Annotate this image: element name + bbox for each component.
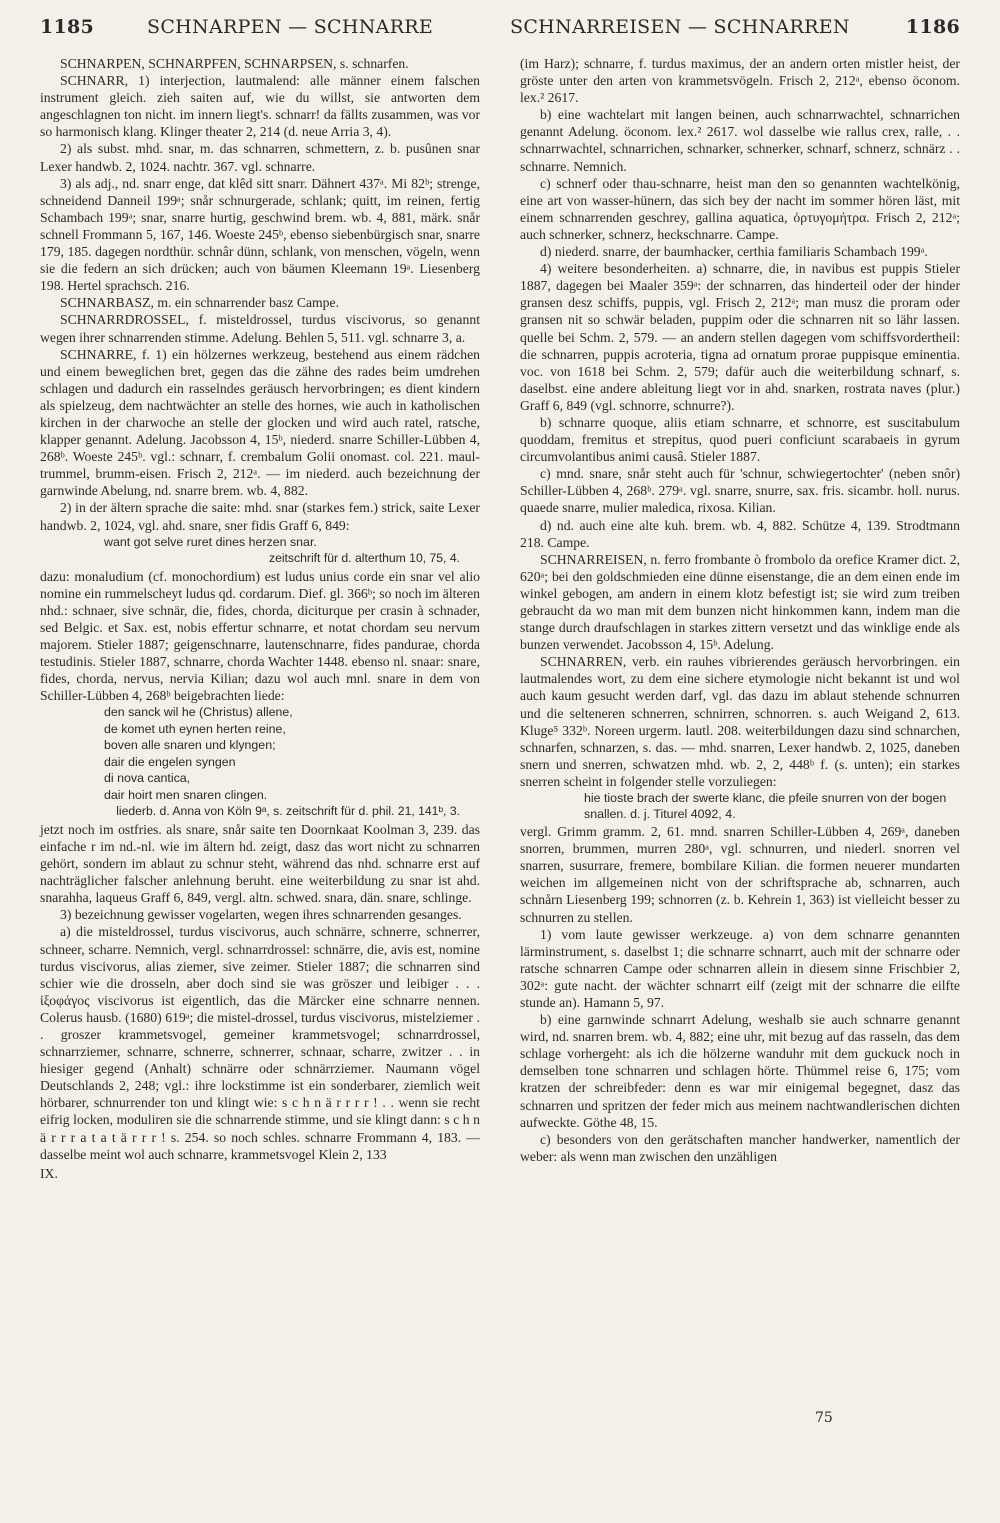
quote-line: boven alle snaren und klyngen; [104,738,276,753]
entry-schnarre-4d: d) nd. auch eine alte kuh. brem. wb. 4, 882. Schütze 4, 139. Strodtmann 218. Campe. [520,517,960,550]
entry-schnarre-2-ostfries: jetzt noch im ostfries. als snare, snår saite ten Doornkaat Koolman 3, 239. das einfache r im nd.-nl. wie im ältern hd. zeigt, dasz das wort nicht zu schnarren gehört, sondern im ablaut zu schnur steht, während das nhd. schnarre erst auf nachträglicher falscher anlehnung beruht. eine weiterbildung zu snar ist ahd. snarahha, laqueus Graff 6, 849, vergl. altn. schwed. snara, dän. snare, schlinge. [40,821,480,906]
entry-schnarr-1: SCHNARR, 1) interjection, lautmalend: alle männer einem falschen instrument gleich. zieh saiten auf, wie du willst, sie antworten dem angeschlagnen ton nicht. im innern liegt's. schnarr! da fällts zusammen, was vor so harmonisch klang. Klinger theater 2, 214 (d. neue Arria 3, 4). [40,73,480,140]
left-running-title: SCHNARPEN — SCHNARRE [147,16,434,38]
entry-schnarr-2: 2) als subst. mhd. snar, m. das schnarren, schmettern, z. b. pusûnen snar Lexer handwb. 2, 1024. nachtr. 367. vgl. schnarre. [40,141,480,174]
entry-schnarre-2-cont: dazu: monaludium (cf. monochordium) est ludus unius corde ein snar vel alio nomine ein rummelscheyt ludus qd. cordarum. Dief. gl. 366ᵇ; so noch im älteren nhd.: schnaer, sive schnär, die, fides, chorda, diciturque per crasin à schnader, sed Belgic. et Sax. est, nobis effertur schnarre, et notat chordam seu nervum majorem. Stieler 1887; geigenschnarre, lautenschnarre, fides pandurae, chorda testudinis. Stieler 1887, schnarre, chorda Wachter 1448. ebenso nl. snaar: snare, fides, chorda, nervus, nervia Kilian; dazu wol auch mnl. snare in dem von Schiller-Lübben 4, 268ᵇ beigebrachten liede: [40,568,480,704]
right-running-title: SCHNARREISEN — SCHNARREN [510,16,850,38]
entry-schnarre-4c: c) mnd. snare, snår steht auch für 'schnur, schwiegertochter' (neben snôr) Schiller-Lübben 4, 268ᵇ. 279ᵃ. vgl. snarre, snurre, sax. fris. sicambr. holl. nurus. quaede snarre, mulier maledica, rixosa. Kilian. [520,466,960,516]
entry-schnarren-1b: b) eine garnwinde schnarrt Adelung, weshalb sie auch schnarre genannt wird, nd. snarren brem. wb. 4, 882; eine uhr, mit bezug auf das rasseln, das dem schlage vorhergeht: als ich die hölzerne wanduhr mit dem guckuck noch in demselben tone schnarren und schlagen hörte. Thümmel reise 6, 175; vom kratzen der schreibfeder: denn es war mir einigemal begegnet, dasz das schnarren und spritzen der feder mich aus meinem nachtwandlerischen dichten aufweckte. Göthe 48, 15. [520,1012,960,1130]
quote-source: zeitschrift für d. alterthum 10, 75, 4. [268,551,460,566]
left-column [40,55,480,1182]
sheet-signature: IX. [40,1165,58,1181]
entry-schnarre-3d: d) niederd. snarre, der baumhacker, certhia familiaris Schambach 199ᵃ. [540,244,928,260]
quote-line: hie tioste brach der swerte klanc, die pfeile snurren von der bogen snallen. d. j. Titurel 4092, 4. [584,791,947,821]
page-footer-number: 75 [815,1410,833,1426]
entry-schnarre-3b: b) eine wachtelart mit langen beinen, auch schnarrwachtel, schnarrichen genannt Adelung. öconom. lex.² 2617. wol dasselbe wie rallus crex, ralle, . . schnarrwachtel, schnarrichen, schnarker, schnerker, schnarf, schnerz, schnärz . . schnarre. Nemnich. [520,107,960,174]
quote-source: liederb. d. Anna von Köln 9ᵃ, s. zeitschrift für d. phil. 21, 141ᵇ, 3. [116,804,460,819]
quote-line: den sanck wil he (Christus) allene, [104,705,293,720]
entry-schnarpen: SCHNARPEN, SCHNARPFEN, SCHNARPSEN, s. schnarfen. [60,56,409,71]
entry-schnarre-1: SCHNARRE, f. 1) ein hölzernes werkzeug, bestehend aus einem rädchen und einem beweglichen bret, gegen das die zähne des rades beim umdrehen schlagen und dadurch ein rasselndes geräusch hervorbringen; es dient kindern als spielzeug, dem nachtwächter an stelle des hornes, wie auch in katholischen kirchen in der charwoche an stelle der glocken und wird auch ratel, ratsche, klapper genannt. Adelung. Jacobsson 4, 15ᵇ, niederd. snarre Schiller-Lübben 4, 268ᵇ. Woeste 245ᵇ. vgl.: schnarr, f. crembalum Golii onomast. col. 221. maul-trummel, brumm-eisen. Frisch 2, 212ᵃ. — im niederd. auch bezeichnung der garnwinde Abelung, nd. snarre brem. wb. 4, 882. [40,346,480,499]
entry-schnarre-4b: b) schnarre quoque, aliis etiam schnarre, et schnorre, est suscitabulum quoddam, fremitus et strepitus, quod pueri conficiunt scarabaeis in gyrum circumvolantibus animi causâ. Stieler 1887. [520,414,960,465]
quote-line: dair die engelen syngen [104,754,236,769]
entry-schnarre-3: 3) bezeichnung gewisser vogelarten, wegen ihres schnarrenden gesanges. [60,907,462,923]
quote-line: dair hoirt men snaren clingen. [104,787,268,802]
entry-schnarrbasz: SCHNARBASZ, m. ein schnarrender basz Campe. [60,295,340,311]
entry-schnarre-3a: a) die misteldrossel, turdus viscivorus, auch schnärre, schnerre, schnerrer, schneer, scharre. Nemnich, vergl. schnarrdrossel: schnärre, die, avis est, nomine turdus viscivorus, alias ziemer, sive zeimer. Stieler 1887; die schnarren sind schier wie die drosseln, aber doch sind sie was gröszer und leibiger . . . ἰξοφάγος viscivorus ist eigentlich, das die Märcker eine schnarre nennen. Colerus hausb. (1680) 619ᵃ; die mistel-drossel, turdus viscivorus, mistelziemer . . groszer krammetsvogel, gemeiner krammetsvogel; schnarrdrossel, schnarrziemer, schnarre, schnerre, schnerrer, schnaar, scharre, zwitzer . . in hiesiger gegend (Anhalt) schnärre oder schnärrziemer. Naumann vögel Deutschlands 2, 248; vgl.: ihre lockstimme ist ein sonderbarer, ziemlich weit hörbarer, schnurrender ton und klingt wie: s c h n ä r r r r ! . . wenn sie recht eifrig locken, moduliren sie die schnarrende stimme, und sie klingt dann: s c h n ä r r r a t a t ä r r r ! s. 254. so noch schles. schnarre Frommann 4, 183. — dasselbe meint wol auch schnarre, krammetsvogel Klein 2, 133 [40,924,480,1162]
right-column [520,55,960,1165]
entry-schnarren-1c: c) besonders von den gerätschaften mancher handwerker, namentlich der weber: als wenn man zwischen den unzähligen [520,1131,960,1164]
entry-schnarr-3: 3) als adj., nd. snarr enge, dat klêd sitt snarr. Dähnert 437ᵃ. Mi 82ᵇ; strenge, schneidend Danneil 199ᵃ; snår schnurgerade, schlank; quitt, im reinen, fertig Schambach 199ᵃ; snar, snarre hurtig, geschwind brem. wb. 4, 881, märk. snår schnell Frommann 5, 167, 146. Woeste 245ᵇ, ebenso siebenbürgisch snar, snarre 179, 185. dagegen nordthür. schnâr dünn, schlank, von menschen, vögeln, wenn sie die federn an sich drücken; auch von bäumen Kleemann 19ᵃ. Liesenberg 198. Hertel sprachsch. 216. [40,175,480,294]
entry-schnarren-cont: vergl. Grimm gramm. 2, 61. mnd. snarren Schiller-Lübben 4, 269ᵃ, daneben snorren, brummen, murren 280ᵃ, vgl. schnurren, und niederl. snorren vel snarren, susurrare, fremere, bombilare Kilian. die formen neuerer mundarten weichen im allgemeinen nicht von der schriftsprache ab, schnarren, auch schnårn Liesenberg 199; schnorren (z. b. Kehrein 1, 363) ist vielleicht besser zu schnurren zu stellen. [520,824,960,925]
right-page-number: 1186 [905,16,960,38]
left-page-number: 1185 [40,16,95,38]
entry-schnarrdrossel: SCHNARRDROSSEL, f. misteldrossel, turdus viscivorus, so genannt wegen ihrer schnarrenden stimme. Adelung. Behlen 5, 511. vgl. schnarre 3, a. [40,312,480,345]
entry-schnarreisen: SCHNARREISEN, n. ferro frombante ò frombolo da orefice Kramer dict. 2, 620ᵃ; bei den goldschmieden eine dünne eisenstange, die an dem einen ende im winkel gebogen, am andern in einem klotz befestigt ist; sie wird zum treiben gebraucht da wo man mit dem bunzen nicht hinkommen kann, indem man die stange durch draufschlagen in starkes zittern versetzt und das winklige ende als bunzen verwendet. Jacobsson 4, 15ᵇ. Adelung. [520,551,960,653]
entry-schnarre-3c: c) schnerf oder thau-schnarre, heist man den so genannten wachtelkönig, eine art von wasser-hünern, das sich bey der nacht im sommer hören läst, mit einem schnarrenden geschrey, gallina aquatica, ὀρτυγομήτρα. Frisch 2, 212ᵃ; auch schnerker, schnerz, heckschnarre. Campe. [520,175,960,242]
quote-line: want got selve ruret dines herzen snar. [104,534,317,549]
entry-schnarre-4a: 4) weitere besonderheiten. a) schnarre, die, in navibus est puppis Stieler 1887, dagegen bei Maaler 359ᵃ: der schnarren, das hinderteil oder der hinder gransen desz schiffs, puppis, vgl. Frisch 2, 212ᵃ; man musz die proram oder gransen nit so schwär beladen, puppim oder die schnarren nit so lähr lassen. quelle bei Schm. 2, 579. — an andern stellen dagegen vom schiffsvordertheil: die schnarren, puppis acroteria, tigna ad ornatum prorae puppisque eminentia. voc. von 1618 bei Schm. 2, 579; dafür auch die weiterbildung schnarf, s. daselbst. eine andere ableitung liegt vor in ahd. snarken, rostrata naves (plur.) Graff 6, 849 (vgl. schnorre, schnurre?). [520,261,960,413]
quote-line: di nova cantica, [104,771,191,786]
entry-schnarre-2: 2) in der ältern sprache die saite: mhd. snar (starkes fem.) strick, saite Lexer handwb. 2, 1024, vgl. ahd. snare, sner fidis Graff 6, 849: [40,500,480,533]
entry-schnarre-3a-cont: (im Harz); schnarre, f. turdus maximus, der an andern orten mistler heist, der gröste unter den arten von krammetsvögeln. Frisch 2, 212ᵃ, ebenso öconom. lex.² 2617. [520,56,960,106]
entry-schnarren-1a: 1) vom laute gewisser werkzeuge. a) von dem schnarre genannten lärminstrument, s. daselbst 1; die schnarre schnarrt, auch mit der schnarre oder ratsche schnarren Campe oder schnarren allein in diesem sinne Frischbier 2, 302ᵃ: gute nacht. der wächter schnarrt eilf (zeigt mit der schnarre die eilfte stunde an). Hamann 5, 97. [520,926,960,1010]
quote-line: de komet uth eynen herten reine, [104,721,286,736]
entry-schnarren: SCHNARREN, verb. ein rauhes vibrierendes geräusch hervorbringen. ein lautmalendes wort, zu dem eine sichere etymologie nicht bekannt ist und wol auch kaum gesucht werden darf, vgl. das dazu im ablaut stehende schnurren und die selteneren schnerren, schnirren, schnorren. s. auch Weigand 2, 613. Kluge⁵ 332ᵇ. Noreen urgerm. lautl. 208. weiterbildungen dazu sind schnarchen, schnarfen, schnarzen, s. das. — mhd. snarren, Lexer handwb. 2, 1025, daneben snern und snerren, schwatzen mhd. wb. 2, 2, 448ᵇ f. (s. unten); ein starkes snerren scheint in folgender stelle vorzuliegen: [520,654,960,789]
